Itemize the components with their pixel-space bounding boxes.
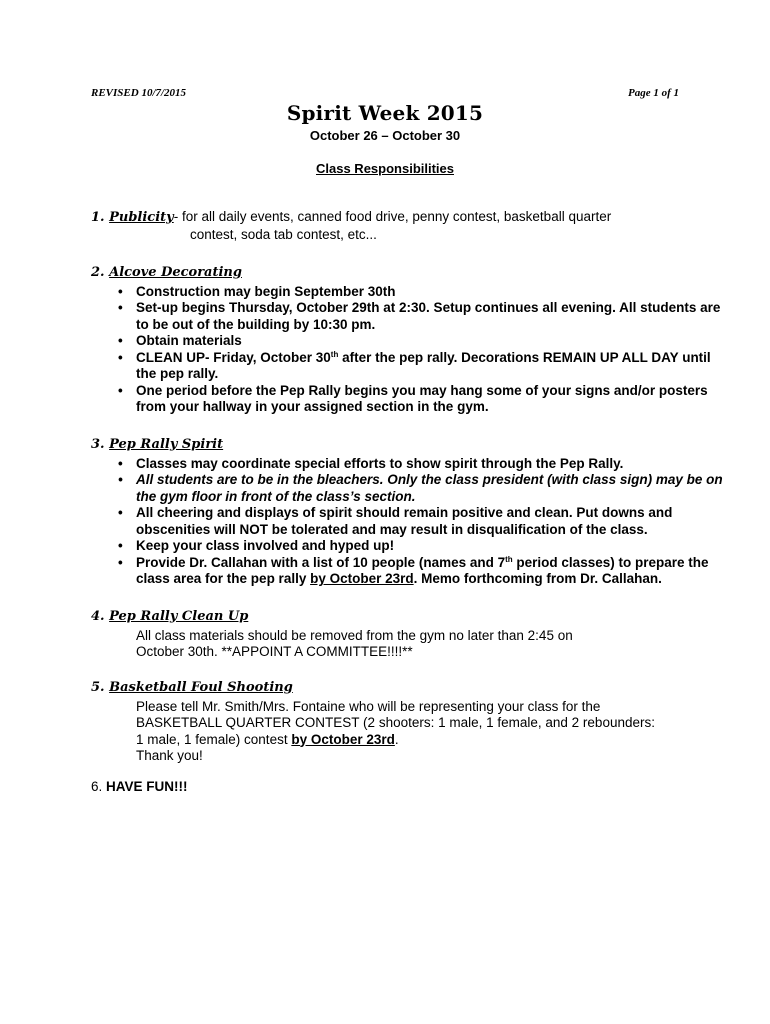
- list-item: • Obtain materials: [91, 333, 731, 350]
- list-item: • Set-up begins Thursday, October 29th at 2:30. Setup continues all evening. All students are to be out of the building by 10:30 pm.: [91, 300, 731, 333]
- line-text: 1 male, 1 female) contest: [136, 731, 292, 747]
- deadline-text: by October 23rd: [310, 571, 414, 586]
- list-item: • Construction may begin September 30th: [91, 284, 731, 301]
- section-number: 5.: [91, 680, 105, 695]
- section-number: 2.: [91, 265, 105, 280]
- publicity-text: - for all daily events, canned food drive, penny contest, basketball quarter: [173, 209, 612, 224]
- list-item: • All cheering and displays of spirit should remain positive and clean. Put downs and obscenities will NOT be tolerated and may result in disqualification of the class.: [91, 505, 731, 538]
- page-number: Page 1 of 1: [628, 87, 680, 99]
- list-text: period classes) to prepare the class area for the pep rally: [136, 554, 709, 586]
- alcove-heading: [91, 265, 731, 282]
- section-heading: Publicity: [109, 210, 174, 225]
- section-number: 4.: [91, 609, 105, 624]
- section-subtitle: Class Responsibilities: [316, 161, 454, 176]
- revised-date: REVISED 10/7/2015: [91, 87, 187, 99]
- alcove-list: [91, 284, 731, 416]
- foul-shooting-line: Thank you!: [136, 748, 203, 763]
- publicity-text-cont: contest, soda tab contest, etc...: [190, 226, 377, 242]
- list-text: Provide Dr. Callahan with a list of 10 people (names and 7: [136, 554, 506, 570]
- foul-shooting-line: Please tell Mr. Smith/Mrs. Fontaine who will be representing your class for the: [136, 698, 601, 714]
- clean-up-line: October 30th. **APPOINT A COMMITTEE!!!!**: [136, 644, 413, 659]
- section-number: 6.: [91, 779, 103, 794]
- list-item: • All students are to be in the bleachers. Only the class president (with class sign) may be on the gym floor in front of the class’s section.: [91, 472, 731, 505]
- list-text: after the pep rally. Decorations REMAIN UP ALL DAY until the pep rally.: [136, 349, 711, 381]
- section-heading: Pep Rally Clean Up: [109, 609, 249, 624]
- list-item: [91, 555, 731, 588]
- section-number: 1.: [91, 210, 105, 225]
- section-alcove-decorating: [91, 265, 731, 416]
- section-pep-rally-clean-up: [91, 609, 731, 661]
- section-heading: Alcove Decorating: [109, 265, 242, 280]
- pep-spirit-heading: [91, 437, 731, 454]
- superscript: th: [505, 554, 513, 564]
- section-pep-rally-spirit: [91, 437, 731, 588]
- superscript: th: [330, 349, 339, 359]
- list-text: CLEAN UP- Friday, October 30: [136, 349, 331, 365]
- list-item: [91, 350, 731, 383]
- line-text: .: [394, 731, 399, 747]
- foul-shooting-heading: [91, 680, 731, 697]
- list-item: • Keep your class involved and hyped up!: [91, 538, 731, 555]
- page-title: Spirit Week 2015: [286, 101, 484, 125]
- have-fun-text: HAVE FUN!!!: [106, 779, 188, 794]
- deadline-text: by October 23rd: [291, 731, 395, 747]
- publicity-line: [91, 209, 731, 227]
- section-heading: Basketball Foul Shooting: [109, 680, 293, 695]
- section-number: 3.: [91, 437, 105, 452]
- list-text: . Memo forthcoming from Dr. Callahan.: [413, 571, 662, 586]
- foul-shooting-line: [91, 732, 731, 749]
- section-have-fun: [91, 779, 731, 796]
- date-range: October 26 – October 30: [309, 128, 461, 143]
- section-heading: Pep Rally Spirit: [109, 437, 224, 452]
- publicity-heading: [91, 210, 174, 225]
- foul-shooting-line: BASKETBALL QUARTER CONTEST (2 shooters: 1 male, 1 female, and 2 rebounders:: [136, 715, 655, 730]
- clean-up-heading: [91, 609, 731, 626]
- list-item: • Classes may coordinate special efforts to show spirit through the Pep Rally.: [91, 456, 731, 473]
- clean-up-line: All class materials should be removed from the gym no later than 2:45 on: [136, 627, 573, 643]
- list-item: • One period before the Pep Rally begins you may hang some of your signs and/or posters from your hallway in your assigned section in the gym.: [91, 383, 731, 416]
- pep-spirit-list: [91, 456, 731, 588]
- section-basketball-foul-shooting: [91, 680, 731, 765]
- section-publicity: [91, 209, 731, 243]
